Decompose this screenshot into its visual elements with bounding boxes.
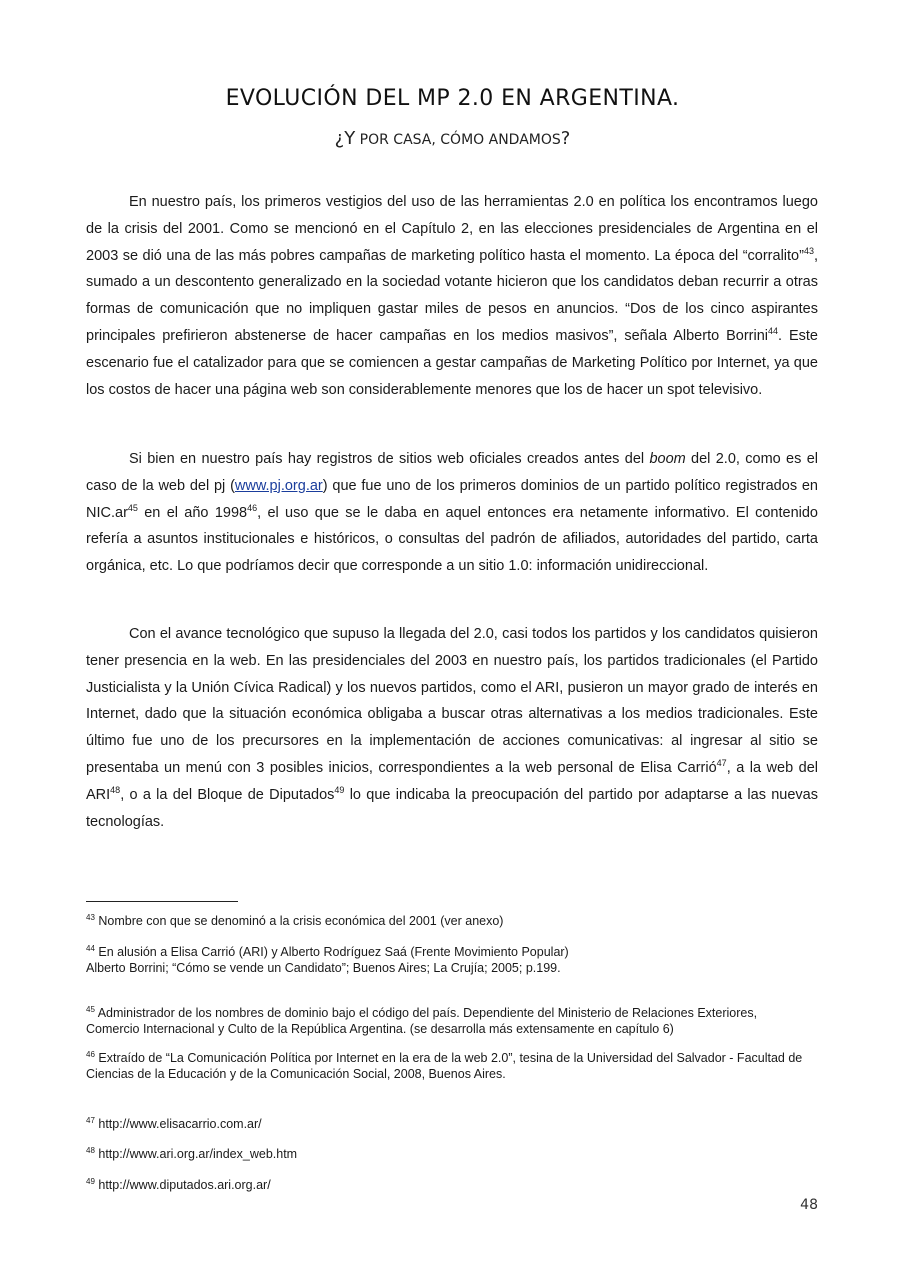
p1-text-b: , sumado a un descontento generalizado en la sociedad votante hicieron que los candidatos deban recurrir a otras formas de comunicación que no impliquen gastar miles de pesos en anuncios. “Dos de los cinco aspirantes principales prefirieron abstenerse de hacer campañas en los medios masivos”, señala Alberto Borrini — [86, 247, 818, 344]
paragraph-2 — [86, 446, 818, 580]
paragraph-1 — [86, 189, 818, 403]
subtitle-first-letter: Y — [344, 128, 356, 149]
footnote-48 — [86, 1146, 806, 1162]
p2-text-d: en el año 1998 — [137, 504, 248, 521]
footnote-ref-48[interactable]: 48 — [110, 784, 121, 795]
p2-emphasis: boom — [649, 451, 686, 467]
footnote-48-url[interactable]: http://www.ari.org.ar/index_web.htm — [94, 1147, 298, 1161]
p3-text-c: , o a la del Bloque de Diputados — [120, 786, 335, 803]
footnote-ref-46[interactable]: 46 — [247, 502, 258, 513]
page-subtitle — [0, 128, 905, 149]
subtitle-q-open: ¿ — [334, 128, 345, 149]
p3-text-b: , a la web del ARI — [86, 759, 818, 803]
footnote-49-number: 49 — [86, 1177, 95, 1186]
footnote-46-number: 46 — [86, 1050, 95, 1059]
footnote-ref-47[interactable]: 47 — [716, 757, 727, 768]
footnote-47-number: 47 — [86, 1116, 95, 1125]
footnote-44-line-1: En alusión a Elisa Carrió (ARI) y Alberto Rodríguez Saá (Frente Movimiento Popular) — [94, 945, 569, 959]
footnote-44-line-2: Alberto Borrini; “Cómo se vende un Candidato”; Buenos Aires; La Crujía; 2005; p.199. — [86, 961, 561, 975]
p3-text-d: lo que indicaba la preocupación del partido por adaptarse a las nuevas tecnologías. — [86, 786, 818, 830]
footnote-43-text: Nombre con que se denominó a la crisis económica del 2001 (ver anexo) — [94, 914, 504, 928]
footnote-ref-44[interactable]: 44 — [768, 325, 779, 336]
footnote-46-text: Extraído de “La Comunicación Política por Internet en la era de la web 2.0”, tesina de la Universidad del Salvador - Facultad de Ciencias de la Educación y de la Comunicación Social, 2008, Buenos Aires. — [86, 1051, 803, 1081]
p2-text-b: del 2.0, como es el caso de la web del pj ( — [86, 451, 818, 494]
footnote-47-url[interactable]: http://www.elisacarrio.com.ar/ — [94, 1117, 262, 1131]
subtitle-rest: POR CASA, CÓMO ANDAMOS — [355, 132, 561, 148]
p2-text-e: , el uso que se le daba en aquel entonces era netamente informativo. El contenido refería a asuntos institucionales e históricos, o consultas del padrón de afiliados, autoridades del partido, carta orgánica, etc. Lo que podríamos decir que corresponde a un sitio 1.0: información unidireccional. — [86, 504, 818, 575]
footnote-ref-45[interactable]: 45 — [127, 502, 138, 513]
p3-text-a: Con el avance tecnológico que supuso la llegada del 2.0, casi todos los partidos y los candidatos quisieron tener presencia en la web. En las presidenciales del 2003 en nuestro país, los partidos tradicionales (el Partido Justicialista y la Unión Cívica Radical) y los nuevos partidos, como el ARI, pusieron un mayor grado de interés en Internet, dado que la situación económica obligaba a buscar otras alternativas a los medios tradicionales. Este último fue uno de los precursores en la implementación de acciones comunicativas: al ingresar al sitio se presentaba un menú con 3 posibles inicios, correspondientes a la web personal de Elisa Carrió — [86, 626, 818, 776]
page-number: 48 — [800, 1197, 818, 1213]
footnote-44-number: 44 — [86, 944, 95, 953]
p1-text-a: En nuestro país, los primeros vestigios del uso de las herramientas 2.0 en política los encontramos luego de la crisis del 2001. Como se mencionó en el Capítulo 2, en las elecciones presidenciales de Argentina en el 2003 se dió una de las más pobres campañas de marketing político hasta el momento. La época del “corralito” — [86, 194, 818, 264]
p1-text-c: . Este escenario fue el catalizador para que se comiencen a gestar campañas de Marketing Político por Internet, ya que los costos de hacer una página web son considerablemente menores que los de hacer un spot televisivo. — [86, 327, 818, 398]
footnote-43 — [86, 913, 806, 929]
footnote-45-number: 45 — [86, 1005, 95, 1014]
subtitle-q-close: ? — [560, 128, 571, 149]
footnote-49 — [86, 1177, 806, 1193]
footnote-49-url[interactable]: http://www.diputados.ari.org.ar/ — [94, 1178, 271, 1192]
footnote-45-text: Administrador de los nombres de dominio bajo el código del país. Dependiente del Ministerio de Relaciones Exteriores, Comercio Internacional y Culto de la República Argentina. (se desarrolla más extensamente en capítulo 6) — [86, 1006, 758, 1036]
page-title: EVOLUCIÓN DEL MP 2.0 EN ARGENTINA. — [225, 86, 680, 111]
footnote-45 — [86, 1005, 806, 1037]
paragraph-3 — [86, 621, 818, 835]
footnote-47 — [86, 1116, 806, 1132]
p2-text-c: ) que fue uno de los primeros dominios de un partido político registrados en NIC.ar — [86, 477, 818, 521]
footnote-44 — [86, 944, 806, 976]
p2-text-a: Si bien en nuestro país hay registros de sitios web oficiales creados antes del — [129, 451, 650, 467]
footnote-ref-49[interactable]: 49 — [334, 784, 345, 795]
footnote-43-number: 43 — [86, 913, 95, 922]
footnote-ref-43[interactable]: 43 — [803, 245, 814, 256]
footnote-48-number: 48 — [86, 1146, 95, 1155]
footnote-46 — [86, 1050, 806, 1082]
pj-website-link[interactable]: www.pj.org.ar — [234, 477, 323, 494]
footnote-separator — [86, 901, 238, 902]
